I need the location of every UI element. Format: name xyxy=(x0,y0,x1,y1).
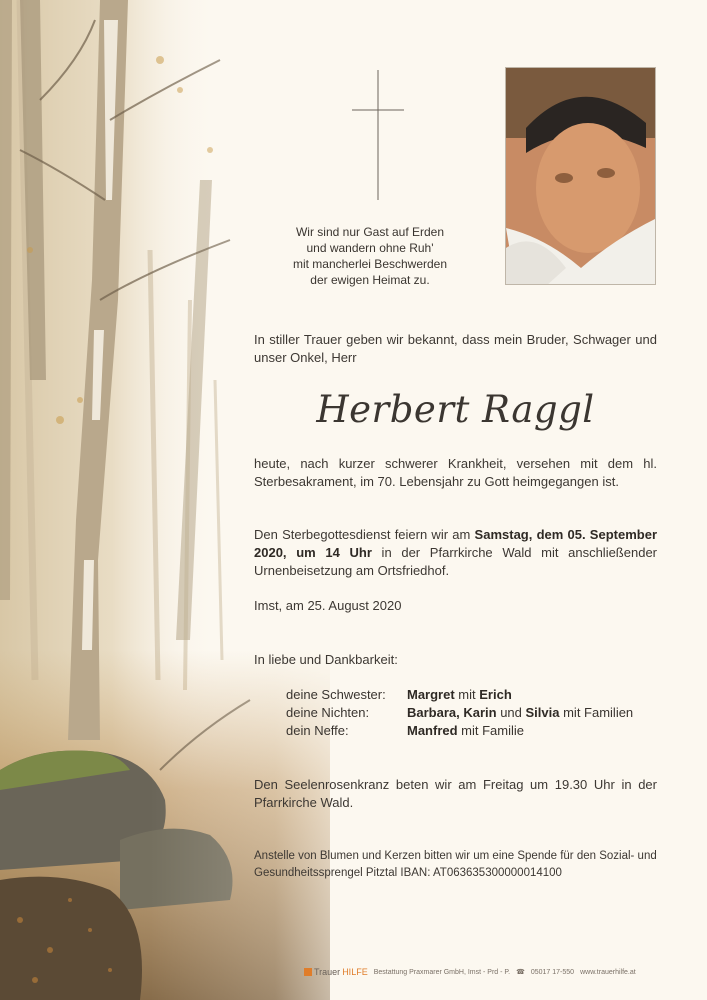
memorial-poem xyxy=(275,224,465,288)
place-date: Imst, am 25. August 2020 xyxy=(254,598,402,613)
logo-icon xyxy=(304,968,312,976)
family-names xyxy=(407,722,524,740)
poem-line: der ewigen Heimat zu. xyxy=(310,273,430,287)
donation-text: Anstelle von Blumen und Kerzen bitten wir um eine Spende für den Sozial- und Gesundheitssprengel Pitztal IBAN: AT063635300000014100 xyxy=(254,850,657,879)
family-name: Margret xyxy=(407,687,455,702)
funeral-date-time: Samstag, dem 05. September 2020, um 14 Uhr xyxy=(254,527,657,560)
poem-line: Wir sind nur Gast auf Erden xyxy=(295,225,445,239)
death-notice-text: heute, nach kurzer schwerer Krankheit, versehen mit dem hl. Sterbesakrament, im 70. Lebensjahr zu Gott heimgegangen ist. xyxy=(254,456,657,489)
funeral-text-pre: Den Sterbegottesdienst feiern wir am xyxy=(254,527,475,542)
portrait-image xyxy=(506,68,656,285)
gratitude-heading: In liebe und Dankbarkeit: xyxy=(254,652,398,667)
poem-line: und wandern ohne Ruh' xyxy=(306,241,434,255)
family-name: Barbara, Karin xyxy=(407,705,497,720)
footer-web[interactable]: www.trauerhilfe.at xyxy=(580,968,636,976)
family-role: deine Schwester: xyxy=(286,687,386,702)
family-row xyxy=(286,704,656,722)
family-suffix: mit Familien xyxy=(559,705,634,720)
family-suffix: mit Familie xyxy=(457,723,525,738)
family-row xyxy=(286,722,656,740)
family-names xyxy=(407,686,512,704)
family-list xyxy=(286,686,656,740)
footer-company: Bestattung Praxmarer GmbH, Imst - Prd - P. xyxy=(373,968,511,976)
trauerhilfe-logo xyxy=(304,967,368,977)
family-name: Erich xyxy=(479,687,512,702)
funeral-info xyxy=(254,526,657,580)
family-row xyxy=(286,686,656,704)
family-connector: mit xyxy=(454,687,480,702)
family-role: dein Neffe: xyxy=(286,723,349,738)
cross-icon xyxy=(352,70,404,200)
poem-line: mit mancherlei Beschwerden xyxy=(292,257,448,271)
funeral-text-post: in der Pfarrkirche Wald mit anschließender Urnenbeisetzung am Ortsfriedhof. xyxy=(254,545,658,578)
logo-text-b: HILFE xyxy=(342,967,368,977)
deceased-name: Herbert Raggl xyxy=(316,388,595,431)
footer-phone: 05017 17-550 xyxy=(530,968,575,976)
portrait-photo xyxy=(505,67,656,285)
intro-text: In stiller Trauer geben wir bekannt, dass mein Bruder, Schwager und unser Onkel, Herr xyxy=(254,332,657,365)
family-name: Manfred xyxy=(407,723,458,738)
family-names xyxy=(407,704,633,722)
footer xyxy=(304,967,636,977)
family-connector: und xyxy=(496,705,526,720)
phone-icon: ☎ xyxy=(516,969,525,976)
rosary-text: Den Seelenrosenkranz beten wir am Freitag um 19.30 Uhr in der Pfarrkirche Wald. xyxy=(254,777,657,810)
family-role: deine Nichten: xyxy=(286,705,370,720)
family-name: Silvia xyxy=(525,705,560,720)
logo-text-a: Trauer xyxy=(314,967,341,977)
